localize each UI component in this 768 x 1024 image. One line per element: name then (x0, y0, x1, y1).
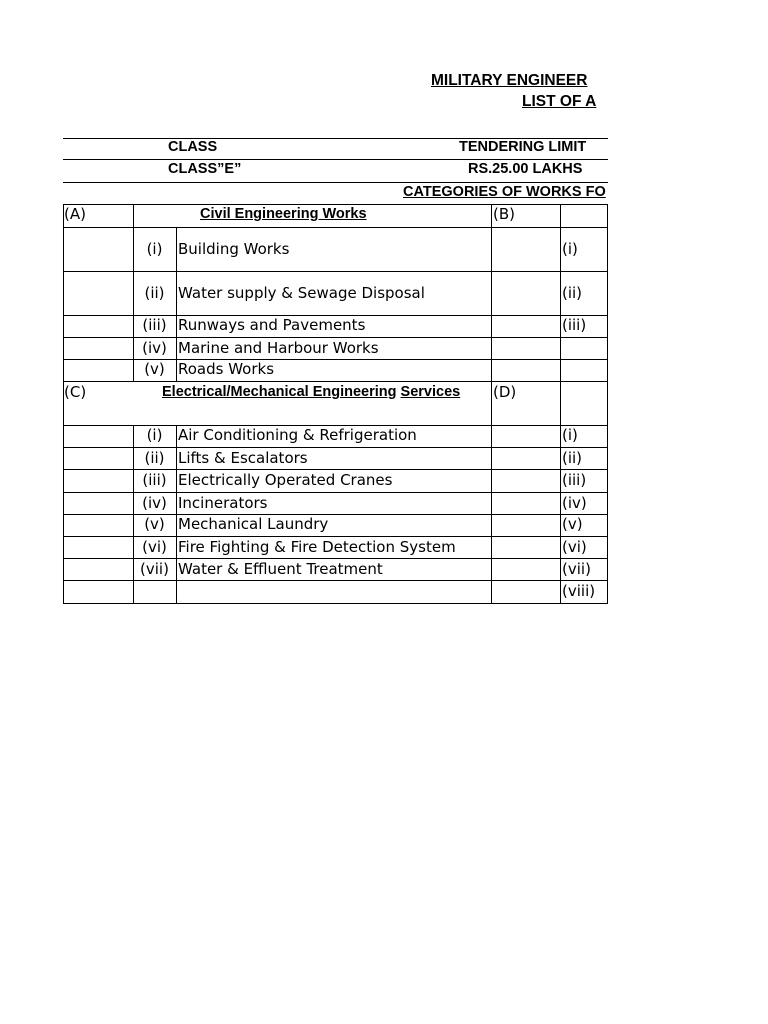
table-border-left (63, 204, 64, 603)
section-d-code: (D) (493, 383, 517, 401)
table-column-divider (560, 204, 561, 603)
item-text: Water supply & Sewage Disposal (178, 284, 425, 302)
item-number: (v) (144, 515, 165, 533)
section-b-item-number: (i) (562, 240, 578, 258)
item-text: Incinerators (178, 494, 268, 512)
item-number: (iii) (142, 316, 167, 334)
header-rule-2 (63, 159, 608, 160)
table-rule (63, 204, 608, 205)
section-d-item-number: (ii) (562, 449, 583, 467)
table-rule (63, 447, 608, 448)
item-text: Water & Effluent Treatment (178, 560, 383, 578)
section-d-item-number: (iv) (562, 494, 587, 512)
categories-heading: CATEGORIES OF WORKS FO (403, 184, 606, 200)
section-c-title-part2: Services (400, 384, 461, 400)
section-d-item-number: (vii) (562, 560, 591, 578)
section-b-code: (B) (493, 205, 515, 223)
section-c-title-part1: Electrical/Mechanical Engineering (162, 384, 397, 400)
item-number: (vi) (142, 538, 167, 556)
item-number: (i) (146, 426, 163, 444)
item-number: (ii) (144, 284, 165, 302)
item-text: Marine and Harbour Works (178, 339, 379, 357)
item-text: Fire Fighting & Fire Detection System (178, 538, 456, 556)
section-b-item-number: (ii) (562, 284, 583, 302)
section-d-item-number: (iii) (562, 471, 587, 489)
table-rule (63, 603, 608, 604)
table-rule (63, 558, 608, 559)
class-value: CLASS”E” (168, 161, 242, 177)
table-column-divider (176, 227, 177, 381)
item-text: Air Conditioning & Refrigeration (178, 426, 417, 444)
item-number: (i) (146, 240, 163, 258)
document-subtitle: LIST OF A (522, 93, 597, 110)
section-c-code: (C) (64, 383, 87, 401)
class-label: CLASS (168, 139, 218, 155)
table-rule (63, 492, 608, 493)
section-d-item-number: (viii) (562, 582, 596, 600)
table-rule (63, 381, 608, 382)
item-text: Runways and Pavements (178, 316, 366, 334)
section-c-title (162, 384, 460, 400)
item-number: (iii) (142, 471, 167, 489)
section-d-item-number: (i) (562, 426, 578, 444)
table-rule (63, 271, 608, 272)
item-text: Electrically Operated Cranes (178, 471, 393, 489)
section-a-title: Civil Engineering Works (200, 206, 367, 222)
item-text: Building Works (178, 240, 290, 258)
item-number: (ii) (144, 449, 165, 467)
item-number: (iv) (142, 494, 167, 512)
section-a-code: (A) (64, 205, 86, 223)
item-text: Roads Works (178, 360, 275, 378)
table-rule (63, 536, 608, 537)
item-text: Lifts & Escalators (178, 449, 308, 467)
section-d-item-number: (vi) (562, 538, 587, 556)
table-column-divider (491, 204, 492, 603)
table-column-divider (176, 425, 177, 603)
tendering-limit-label: TENDERING LIMIT (459, 139, 587, 155)
item-number: (iv) (142, 339, 167, 357)
item-number: (vii) (140, 560, 169, 578)
table-rule (63, 580, 608, 581)
table-rule (63, 227, 608, 228)
document-title: MILITARY ENGINEER (431, 72, 588, 89)
item-number: (v) (144, 360, 165, 378)
limit-value: RS.25.00 LAKHS (468, 161, 583, 177)
table-border-right (607, 204, 608, 603)
section-d-item-number: (v) (562, 515, 583, 533)
table-rule (63, 337, 608, 338)
header-rule-3 (63, 182, 608, 183)
item-text: Mechanical Laundry (178, 515, 329, 533)
table-rule (63, 469, 608, 470)
section-b-item-number: (iii) (562, 316, 587, 334)
